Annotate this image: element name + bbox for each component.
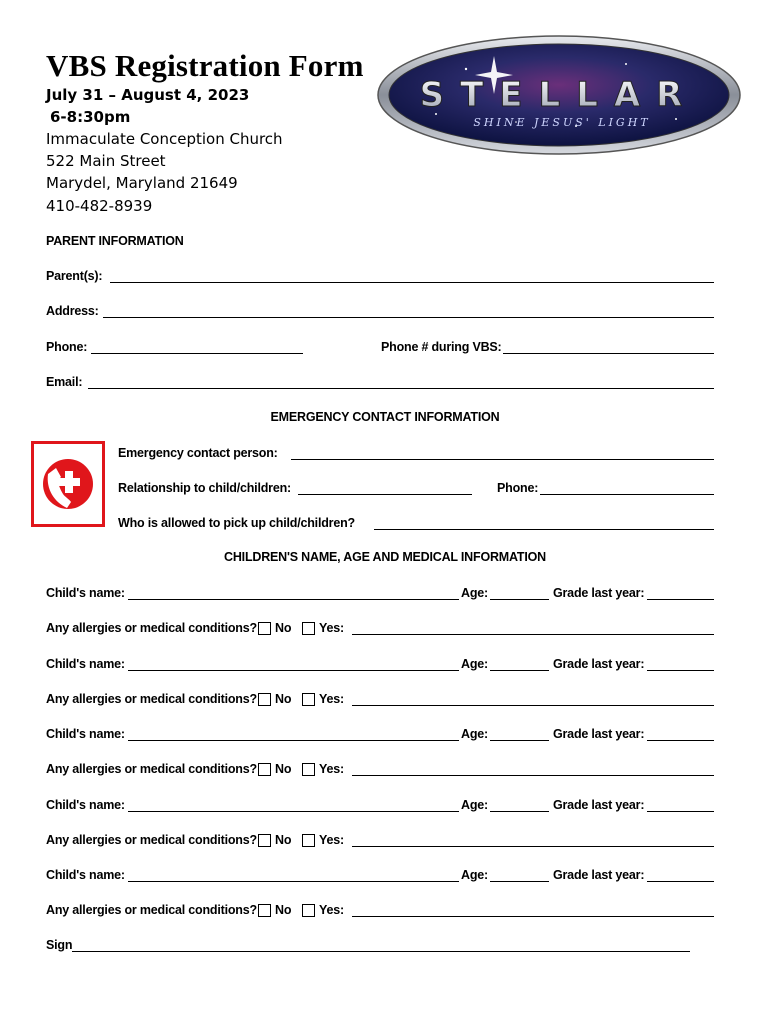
church-street: 522 Main Street (46, 152, 166, 170)
child-age-field[interactable] (490, 811, 549, 812)
address-label: Address: (46, 304, 99, 318)
sign-label: Sign (46, 938, 73, 952)
allergy-yes-label: Yes: (319, 762, 344, 776)
child-grade-field[interactable] (647, 599, 714, 600)
allergy-details-field[interactable] (352, 634, 714, 635)
child-age-field[interactable] (490, 599, 549, 600)
allergy-label: Any allergies or medical conditions? (46, 762, 257, 776)
church-phone: 410-482-8939 (46, 197, 153, 215)
phone-label: Phone: (46, 340, 88, 354)
child-name-field[interactable] (128, 881, 459, 882)
child-age-label: Age: (461, 868, 488, 882)
child-name-label: Child's name: (46, 727, 125, 741)
child-age-field[interactable] (490, 740, 549, 741)
signature-field[interactable] (72, 951, 690, 952)
pickup-label: Who is allowed to pick up child/children? (118, 516, 355, 530)
child-grade-field[interactable] (647, 670, 714, 671)
child-name-field[interactable] (128, 599, 459, 600)
child-grade-label: Grade last year: (553, 657, 645, 671)
allergy-yes-checkbox[interactable] (302, 693, 315, 706)
child-name-label: Child's name: (46, 798, 125, 812)
church-name: Immaculate Conception Church (46, 130, 283, 148)
relationship-label: Relationship to child/children: (118, 481, 291, 495)
allergy-no-label: No (275, 762, 292, 776)
child-name-field[interactable] (128, 811, 459, 812)
event-time: 6-8:30pm (50, 108, 131, 126)
allergy-yes-checkbox[interactable] (302, 763, 315, 776)
child-grade-label: Grade last year: (553, 868, 645, 882)
emergency-phone-field[interactable] (540, 494, 714, 495)
allergy-no-checkbox[interactable] (258, 693, 271, 706)
logo-word: STELLAR (419, 75, 699, 115)
child-grade-label: Grade last year: (553, 586, 645, 600)
child-age-label: Age: (461, 798, 488, 812)
child-name-label: Child's name: (46, 586, 125, 600)
emergency-contact-field[interactable] (291, 459, 714, 460)
vbs-phone-label: Phone # during VBS: (381, 340, 502, 354)
child-name-field[interactable] (128, 670, 459, 671)
email-field[interactable] (88, 388, 714, 389)
logo-tagline: SHINE JESUS' LIGHT (473, 116, 651, 129)
allergy-no-checkbox[interactable] (258, 834, 271, 847)
allergy-details-field[interactable] (352, 846, 714, 847)
church-city: Marydel, Maryland 21649 (46, 174, 238, 192)
page-title: VBS Registration Form (46, 48, 364, 83)
pickup-field[interactable] (374, 529, 714, 530)
allergy-no-checkbox[interactable] (258, 622, 271, 635)
child-age-label: Age: (461, 657, 488, 671)
allergy-no-label: No (275, 903, 292, 917)
child-age-field[interactable] (490, 670, 549, 671)
allergy-details-field[interactable] (352, 775, 714, 776)
emergency-section-heading: EMERGENCY CONTACT INFORMATION (270, 410, 500, 424)
allergy-no-label: No (275, 621, 292, 635)
allergy-yes-checkbox[interactable] (302, 622, 315, 635)
child-grade-field[interactable] (647, 881, 714, 882)
emergency-contact-label: Emergency contact person: (118, 446, 278, 460)
child-grade-label: Grade last year: (553, 798, 645, 812)
allergy-yes-label: Yes: (319, 692, 344, 706)
child-name-label: Child's name: (46, 657, 125, 671)
allergy-label: Any allergies or medical conditions? (46, 903, 257, 917)
allergy-no-label: No (275, 692, 292, 706)
stellar-logo (376, 34, 742, 156)
emergency-phone-label: Phone: (497, 481, 539, 495)
parents-field[interactable] (110, 282, 714, 283)
child-name-label: Child's name: (46, 868, 125, 882)
emergency-phone-icon (31, 441, 105, 527)
allergy-details-field[interactable] (352, 705, 714, 706)
allergy-no-checkbox[interactable] (258, 763, 271, 776)
phone-field[interactable] (91, 353, 303, 354)
allergy-yes-checkbox[interactable] (302, 834, 315, 847)
child-grade-field[interactable] (647, 811, 714, 812)
address-field[interactable] (103, 317, 714, 318)
child-name-field[interactable] (128, 740, 459, 741)
allergy-label: Any allergies or medical conditions? (46, 833, 257, 847)
child-age-field[interactable] (490, 881, 549, 882)
vbs-phone-field[interactable] (503, 353, 714, 354)
allergy-yes-label: Yes: (319, 833, 344, 847)
allergy-yes-checkbox[interactable] (302, 904, 315, 917)
parent-section-heading: PARENT INFORMATION (46, 234, 184, 248)
allergy-label: Any allergies or medical conditions? (46, 621, 257, 635)
allergy-label: Any allergies or medical conditions? (46, 692, 257, 706)
allergy-no-label: No (275, 833, 292, 847)
child-age-label: Age: (461, 727, 488, 741)
child-grade-label: Grade last year: (553, 727, 645, 741)
email-label: Email: (46, 375, 83, 389)
allergy-yes-label: Yes: (319, 621, 344, 635)
relationship-field[interactable] (298, 494, 472, 495)
allergy-no-checkbox[interactable] (258, 904, 271, 917)
child-age-label: Age: (461, 586, 488, 600)
child-grade-field[interactable] (647, 740, 714, 741)
children-section-heading: CHILDREN'S NAME, AGE AND MEDICAL INFORMATION (224, 550, 546, 564)
allergy-details-field[interactable] (352, 916, 714, 917)
event-dates: July 31 – August 4, 2023 (46, 86, 250, 104)
parents-label: Parent(s): (46, 269, 103, 283)
allergy-yes-label: Yes: (319, 903, 344, 917)
